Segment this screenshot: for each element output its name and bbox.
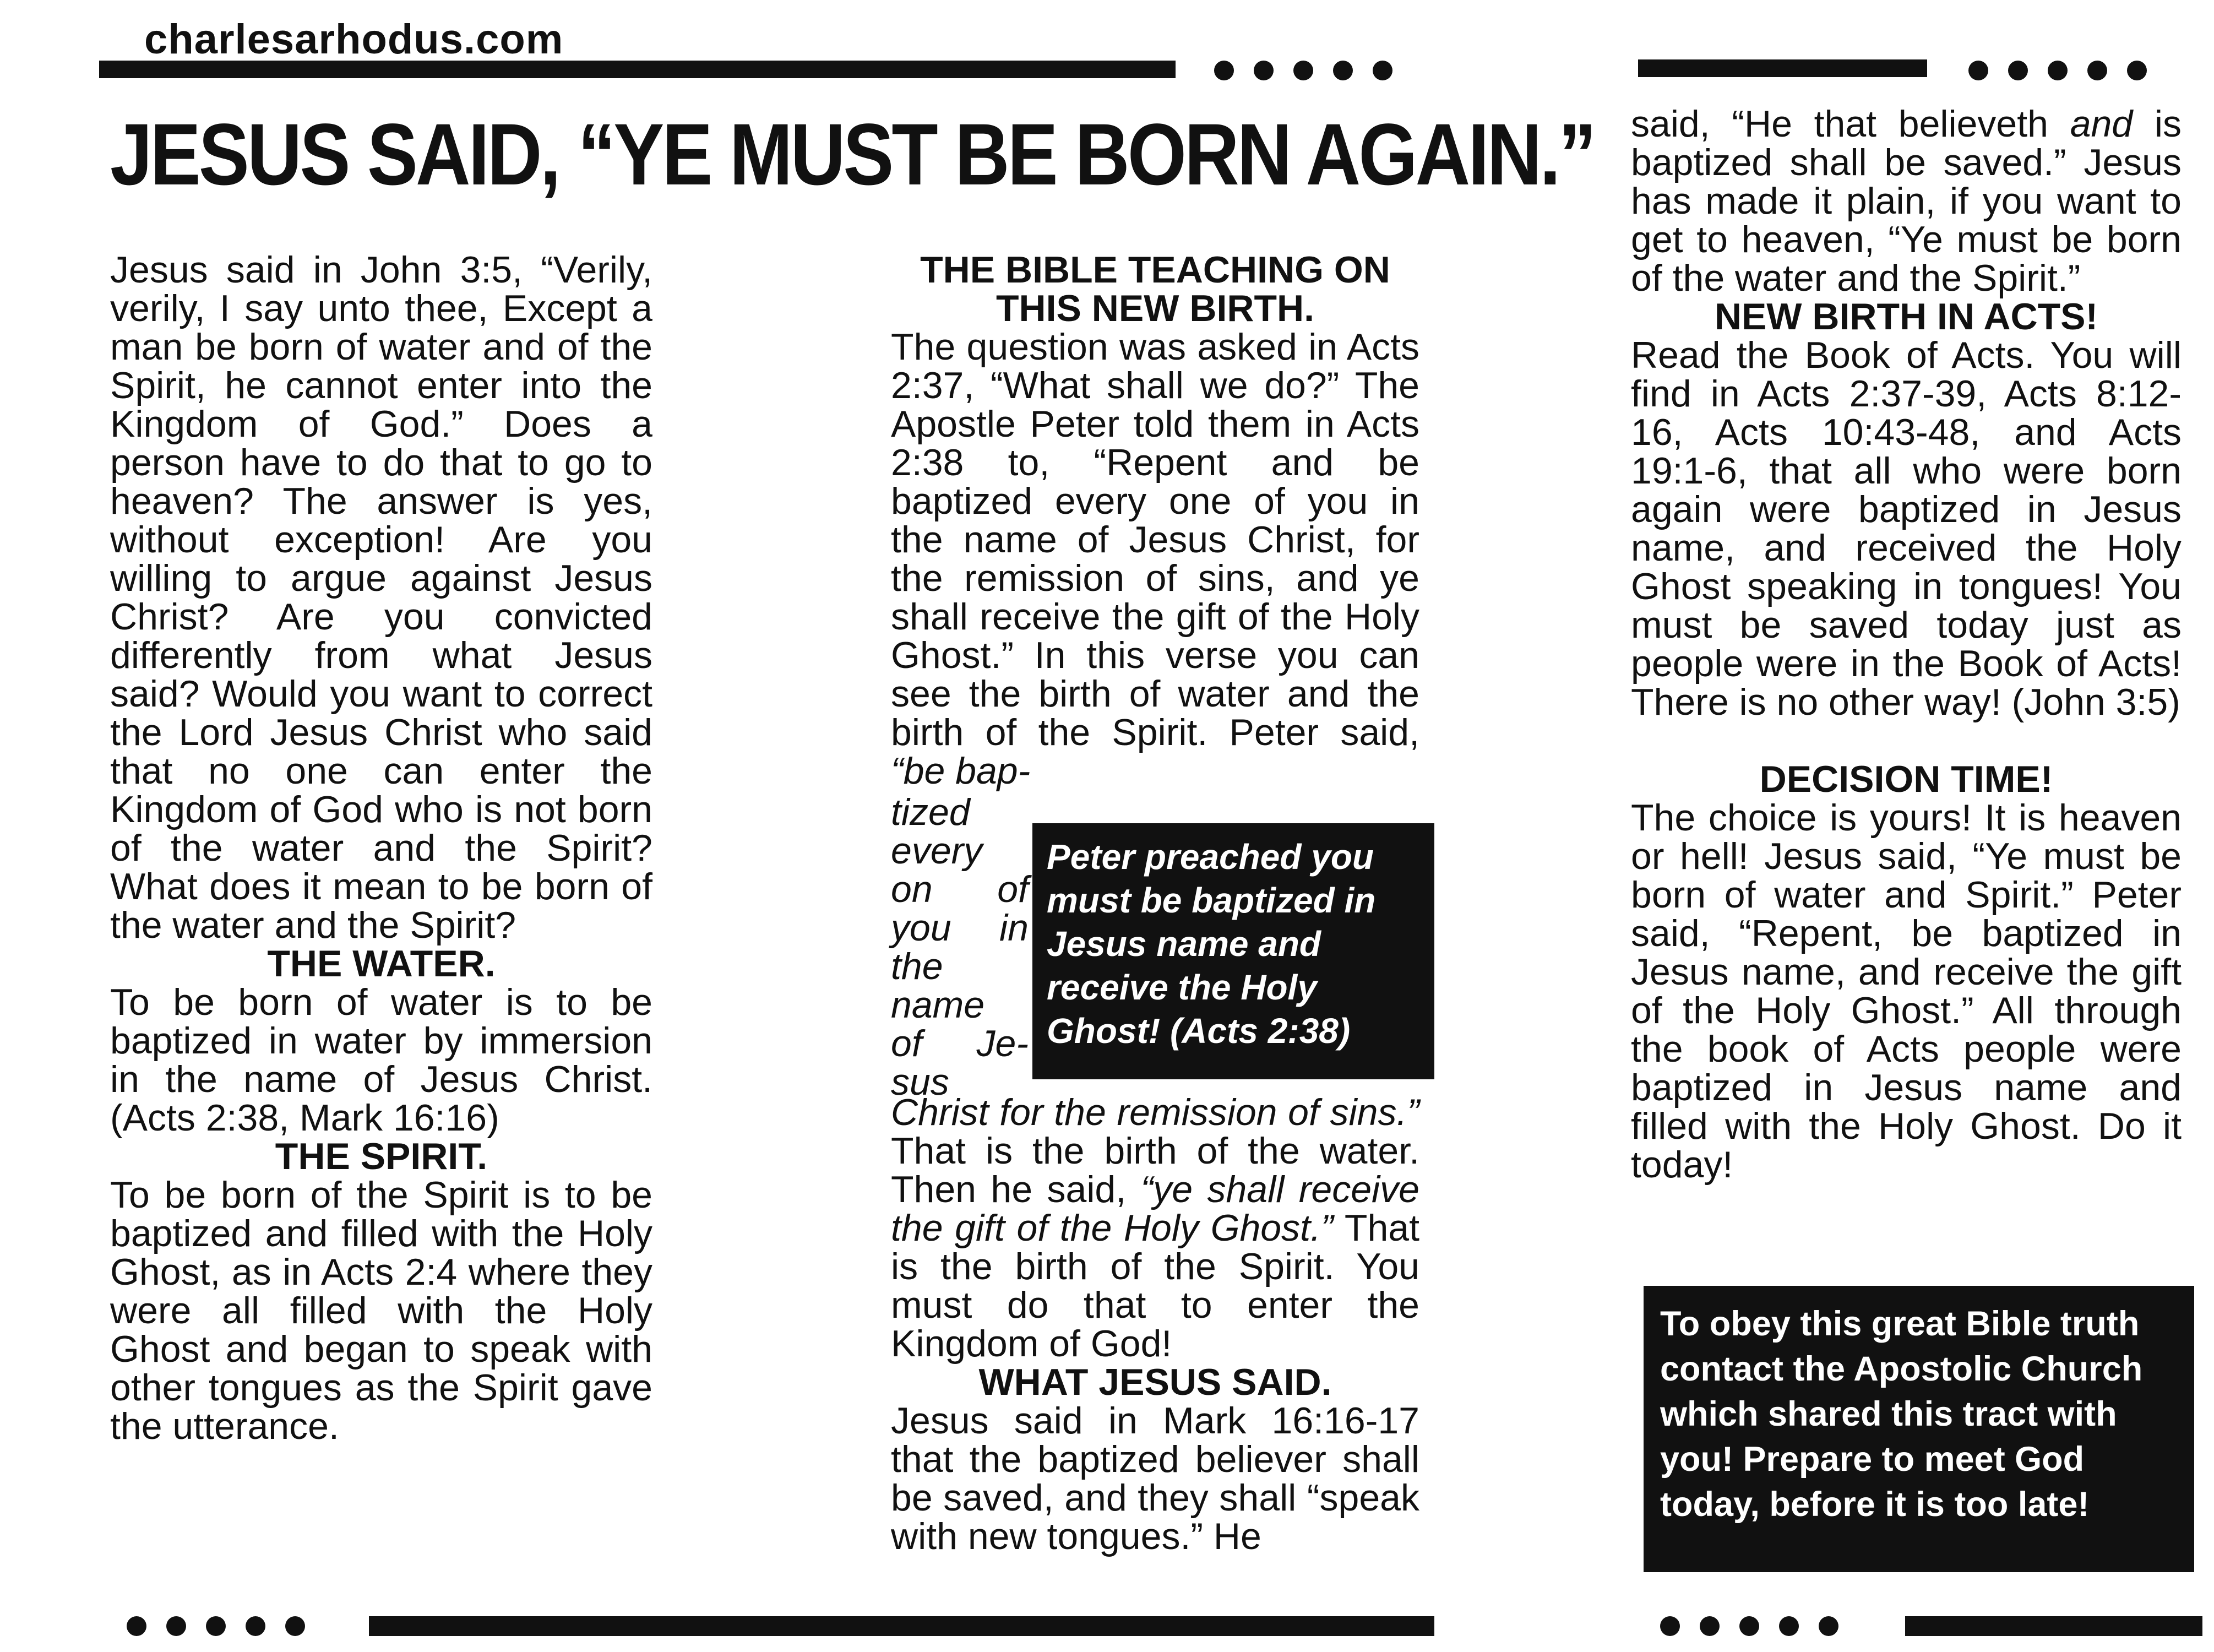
continued-paragraph xyxy=(1631,105,2182,297)
bible-teaching-heading-line2: THIS NEW BIRTH. xyxy=(996,287,1314,329)
bottom-dots-right xyxy=(1660,1616,1838,1636)
decision-time-heading: DECISION TIME! xyxy=(1759,758,2053,800)
wrapped-word: the xyxy=(891,945,943,987)
bottom-rule-left xyxy=(369,1616,1434,1636)
birth-of-spirit-text: That is the birth of the Spirit. You must do that to enter the Kingdom of God! xyxy=(891,1207,1419,1365)
bible-teaching-heading xyxy=(891,251,1419,328)
wrapped-word: name xyxy=(891,984,985,1026)
wrapped-word: of Je- xyxy=(891,1023,1029,1064)
bottom-rule-right xyxy=(1905,1616,2202,1636)
quote-start: “be bap- xyxy=(891,750,1031,792)
spirit-paragraph: To be born of the Spirit is to be baptized and filled with the Holy Ghost, as in Acts 2:4 where they were all filled with the Holy Ghost and began to speak with other tongues as the Spirit gave the utterance. xyxy=(110,1174,652,1447)
wrapped-quote xyxy=(891,793,1029,1101)
page-title: JESUS SAID, “YE MUST BE BORN AGAIN.” xyxy=(110,106,1595,204)
what-jesus-said-heading: WHAT JESUS SAID. xyxy=(978,1361,1332,1403)
peter-callout-box: Peter preached you must be baptized in Jesus name and receive the Holy Ghost! (Acts 2:38) xyxy=(1032,823,1434,1079)
decision-time-paragraph: The choice is yours! It is heaven or hell! Jesus said, “Ye must be born of water and Spirit.” Peter said, “Repent, be baptized in Jesus name, and receive the gift of the Holy Ghost.” All through the book of Acts people were baptized in Jesus name and filled with the Holy Ghost. Do it today! xyxy=(1631,797,2182,1186)
top-rule-right xyxy=(1638,59,1927,77)
birth-explanation-paragraph xyxy=(891,1093,1419,1363)
site-url: charlesarhodus.com xyxy=(144,16,564,63)
spirit-heading: THE SPIRIT. xyxy=(275,1135,488,1177)
top-dots-left xyxy=(1214,61,1392,80)
new-birth-acts-paragraph: Read the Book of Acts. You will find in Acts 2:37-39, Acts 8:12-16, Acts 10:43-48, and Acts 19:1-6, that all who were born again were baptized in Jesus name, and received the Holy Ghost speaking in tongues! You must be saved today just as people were in the Book of Acts! There is no other way! (John 3:5) xyxy=(1631,334,2182,723)
what-jesus-said-paragraph: Jesus said in Mark 16:16-17 that the baptized believer shall be saved, and they shall “speak with new tongues.” He xyxy=(891,1400,1419,1557)
bottom-dots-left xyxy=(127,1616,305,1636)
water-paragraph: To be born of water is to be baptized in water by immersion in the name of Jesus Christ. (Acts 2:38, Mark 16:16) xyxy=(110,981,652,1139)
continued-rest: is baptized shall be saved.” Jesus has made it plain, if you want to get to heaven, “Ye must be born of the water and the Spirit.” xyxy=(1631,103,2182,299)
birth-of-water-text: That is the birth of the water. Then he said, xyxy=(891,1130,1419,1210)
wrapped-word: on of xyxy=(891,868,1029,910)
column-3 xyxy=(1631,105,2182,1184)
wrapped-word: tized xyxy=(891,791,970,833)
quote-holy-ghost: “ye shall receive the gift of the Holy Ghost.” xyxy=(891,1169,1419,1249)
continued-text: said, “He that believeth xyxy=(1631,103,2048,145)
wrapped-word: you in xyxy=(891,907,1029,949)
intro-paragraph: Jesus said in John 3:5, “Verily, verily, I say unto thee, Except a man be born of water and of the Spirit, he cannot enter into the Kingdom of God.” Does a person have to do that to go to heaven? The answer is yes, without exception! Are you willing to argue against Jesus Christ? Are you convicted differently from what Jesus said? Would you want to correct the Lord Jesus Christ who said that no one can enter the Kingdom of God who is not born of the water and the Spirit? What does it mean to be born of the water and the Spirit? xyxy=(110,249,652,946)
bible-teaching-paragraph xyxy=(891,328,1419,790)
new-birth-acts-heading: NEW BIRTH IN ACTS! xyxy=(1714,296,2098,338)
top-dots-right xyxy=(1968,61,2147,80)
contact-church-box: To obey this great Bible truth contact the Apostolic Church which shared this tract with you! Prepare to meet God today, before it is too late! xyxy=(1644,1286,2194,1572)
water-heading: THE WATER. xyxy=(267,943,496,985)
continued-italic: and xyxy=(2070,103,2133,145)
wrapped-word: sus xyxy=(891,1061,949,1103)
quote-end: Christ for the remission of sins.” xyxy=(891,1091,1419,1133)
column-1 xyxy=(110,251,652,1446)
column-2 xyxy=(891,251,1419,790)
bible-teaching-text: The question was asked in Acts 2:37, “What shall we do?” The Apostle Peter told them in Acts 2:38 to, “Repent and be baptized every one of you in the name of Jesus Christ, for the remission of sins, and ye shall receive the gift of the Holy Ghost.” In this verse you can see the birth of water and the birth of the Spirit. Peter said, xyxy=(891,326,1419,753)
column-2-continued xyxy=(891,1093,1419,1556)
wrapped-word: every xyxy=(891,830,983,872)
bible-teaching-heading-line1: THE BIBLE TEACHING ON xyxy=(920,249,1390,291)
